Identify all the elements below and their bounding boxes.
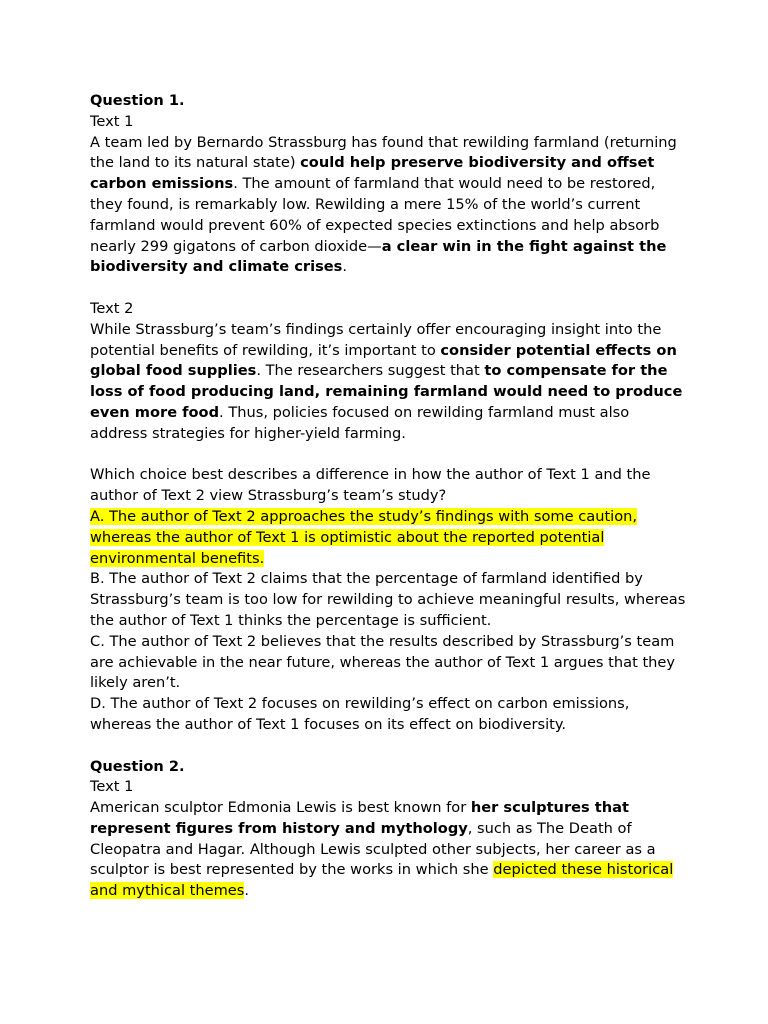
document-page <box>90 91 690 902</box>
highlight: depicted these historical and mythical themes <box>90 861 674 900</box>
question-2-heading: Question 2. <box>90 757 185 775</box>
q1-text1-passage: A team led by Bernardo Strassburg has found that rewilding farmland (returning the land to its natural state) could help preserve biodiversity and offset carbon emissions. The amount of farmland that would need to be restored, they found, is remarkably low. Rewilding a mere 15% of the world’s current farmland would prevent 60% of expected species extinctions and help absorb nearly 299 gigatons of carbon dioxide—a clear win in the fight against the biodiversity and climate crises. <box>90 133 677 276</box>
q1-choice-c: C. The author of Text 2 believes that the results described by Strassburg’s team are achievable in the near future, whereas the author of Text 1 argues that they likely aren’t. <box>90 632 676 692</box>
q1-choice-a <box>90 507 690 569</box>
q1-text2-label: Text 2 <box>90 299 134 317</box>
highlight: A. The author of Text 2 approaches the study’s findings with some caution, whereas the author of Text 1 is optimistic about the reported potential environmental benefits. <box>90 507 638 567</box>
q1-text2-passage: While Strassburg’s team’s findings certainly offer encouraging insight into the potential benefits of rewilding, it’s important to consider potential effects on global food supplies. The researchers suggest that to compensate for the loss of food producing land, remaining farmland would need to produce even more food. Thus, policies focused on rewilding farmland must also address strategies for higher-yield farming. <box>90 320 683 442</box>
q1-choice-b: B. The author of Text 2 claims that the percentage of farmland identified by Strassburg’s team is too low for rewilding to achieve meaningful results, whereas the author of Text 1 thinks the percentage is sufficient. <box>90 570 686 629</box>
q2-text1-passage: American sculptor Edmonia Lewis is best known for her sculptures that represent figures from history and mythology, such as The Death of Cleopatra and Hagar. Although Lewis sculpted other subjects, her career as a sculptor is best represented by the works in which she depicted these historical and mythical themes. <box>90 799 674 900</box>
q1-text1-label: Text 1 <box>90 112 134 130</box>
q2-text1-label: Text 1 <box>90 778 134 796</box>
q1-choice-d: D. The author of Text 2 focuses on rewilding’s effect on carbon emissions, whereas the author of Text 1 focuses on its effect on biodiversity. <box>90 695 630 733</box>
question-1-heading: Question 1. <box>90 92 185 109</box>
q1-prompt: Which choice best describes a difference in how the author of Text 1 and the author of Text 2 view Strassburg’s team’s study? <box>90 466 651 505</box>
